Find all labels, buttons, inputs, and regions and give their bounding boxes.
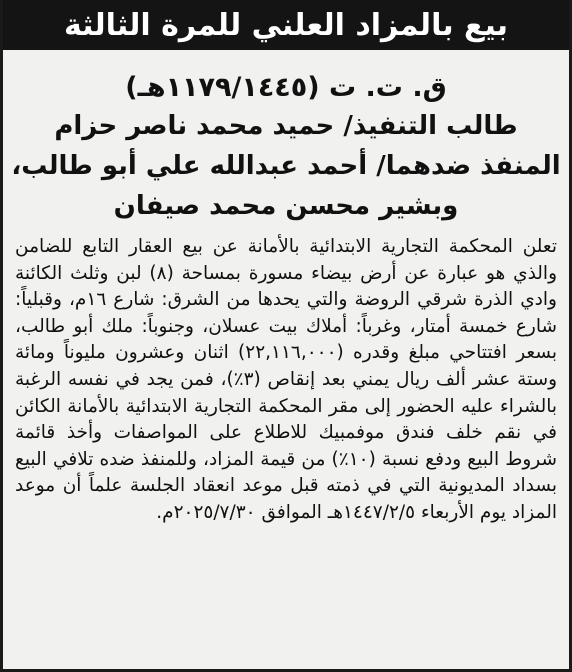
notice-header bbox=[3, 0, 569, 50]
notice-title: بيع بالمزاد العلني للمرة الثالثة bbox=[63, 7, 509, 43]
enforced-against: المنفذ ضدهما/ أحمد عبدالله علي أبو طالب، bbox=[11, 151, 561, 181]
enforcement-requester: طالب التنفيذ/ حميد محمد ناصر حزام bbox=[54, 111, 518, 141]
case-number: ق. ت. ت (١١٧٩/١٤٤٥هـ) bbox=[125, 72, 447, 103]
notice-body: تعلن المحكمة التجارية الابتدائية بالأمانة عن بيع العقار التابع للضامن والذي هو عبارة عن أرض بيضاء مسورة بمساحة (٨) لبن وثلث الكائنة وادي الذرة شرقي الروضة والتي يحدها من الشرق: شارع ١٦م، وقبلياً: شارع خمسة أمتار، وغرباً: أملاك بيت عسلان، وجنوباً: ملك أبو طالب، بسعر افتتاحي مبلغ وقدره (٢٢,١١٦,٠٠٠) اثنان وعشرون مليوناً ومائة وستة عشر ألف ريال يمني بعد إنقاص (٣٪)، فمن يجد في نفسه الرغبة بالشراء عليه الحضور إلى مقر المحكمة التجارية الابتدائية بالأمانة الكائن في نقم خلف فندق موفمبيك للاطلاع على المواصفات وأخذ قائمة شروط البيع ودفع نسبة (١٠٪) من قيمة المزاد، وللمنفذ ضده تلافي البيع بسداد المديونية التي في ذمته قبل موعد انعقاد الجلسة علماً أن موعد المزاد يوم الأربعاء ١٤٤٧/٢/٥هـ الموافق ٢٠٢٥/٧/٣٠م. bbox=[15, 236, 557, 523]
enforced-against-second: وبشير محسن محمد صيفان bbox=[113, 191, 459, 221]
